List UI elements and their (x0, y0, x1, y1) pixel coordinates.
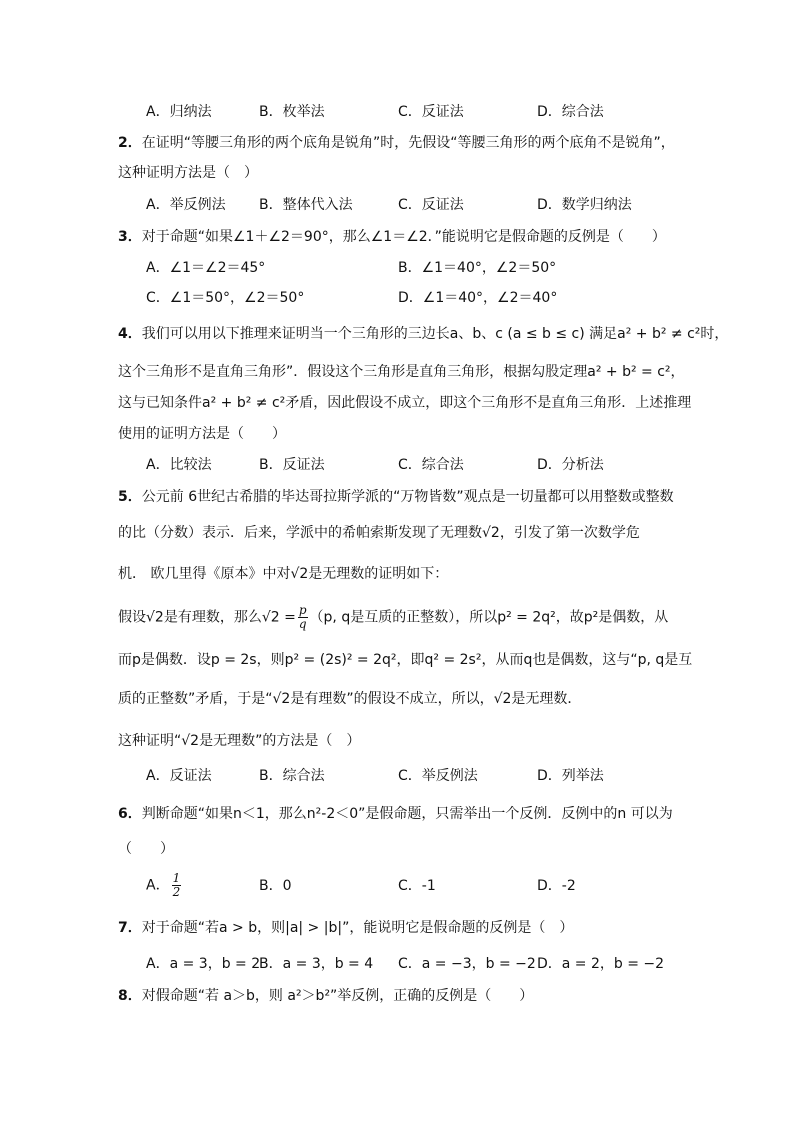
q2-number: 2． (118, 135, 142, 151)
q2-option-b: B．整体代入法 (259, 197, 353, 213)
q5-stem-line5: 而p是偶数．设p = 2s，则p² = (2s)² = 2q²，即q² = 2s²，从而q也是偶数，这与“p, q是互 (118, 652, 693, 668)
q7-option-a: A．a = 3，b = 2 (146, 956, 261, 972)
q4-option-b: B．反证法 (259, 457, 325, 473)
q1-option-d: D．综合法 (537, 104, 604, 120)
q7-number: 7． (118, 920, 142, 936)
q6-option-a: A． $\frac{1}{2}$ (146, 871, 181, 899)
q4-option-a: A．比较法 (146, 457, 212, 473)
q1-option-c: C．反证法 (398, 104, 464, 120)
q1-option-a: A．归纳法 (146, 104, 212, 120)
q6-stem-line1: 6．判断命题“如果n＜1，那么n²-2＜0”是假命题，只需举出一个反例．反例中的n 可以为 (118, 806, 673, 822)
q2-option-d: D．数学归纳法 (537, 197, 632, 213)
q5-stem-line1: 5．公元前 6世纪古希腊的毕达哥拉斯学派的“万物皆数”观点是一切量都可以用整数或整数 (118, 489, 674, 505)
q6-option-b: B．0 (259, 878, 292, 894)
q6-stem-line2: （ ） (118, 841, 174, 857)
q3-stem: 3．对于命题“如果∠1＋∠2＝90°，那么∠1＝∠2．”能说明它是假命题的反例是（ ） (118, 229, 666, 245)
q5-stem-line7: 这种证明“√2是无理数”的方法是（ ） (118, 733, 361, 749)
q7-option-b: B．a = 3，b = 4 (259, 956, 374, 972)
q3-option-a: A．∠1＝∠2＝45° (146, 260, 266, 276)
q1-option-b: B．枚举法 (259, 104, 325, 120)
q5-stem-line4: 假设√2是有理数，那么√2 = $\frac{p}{q}$ （p, q是互质的正整数），所以p² = 2q²，故p²是偶数，从 (118, 603, 669, 631)
q2-stem-line2: 这种证明方法是（ ） (118, 165, 258, 181)
q2-stem-line1: 2．在证明“等腰三角形的两个底角是锐角”时，先假设“等腰三角形的两个底角不是锐角”， (118, 135, 675, 151)
q4-number: 4． (118, 326, 142, 342)
q7-option-c: C．a = −3，b = −2 (398, 956, 536, 972)
q7-option-d: D．a = 2，b = −2 (537, 956, 665, 972)
q4-stem-line3: 这与已知条件a² + b² ≠ c²矛盾，因此假设不成立，即这个三角形不是直角三角形．上述推理 (118, 395, 692, 411)
q3-number: 3． (118, 229, 142, 245)
q6-option-d: D．-2 (537, 878, 576, 894)
q2-option-a: A．举反例法 (146, 197, 226, 213)
q3-option-c: C．∠1＝50°，∠2＝50° (146, 290, 305, 306)
q5-option-c: C．举反例法 (398, 768, 478, 784)
q3-option-d: D．∠1＝40°，∠2＝40° (398, 290, 558, 306)
p-over-q-fraction: $\frac{p}{q}$ (298, 603, 307, 631)
q4-stem-line4: 使用的证明方法是（ ） (118, 426, 286, 442)
q4-stem-line2: 这个三角形不是直角三角形”．假设这个三角形是直角三角形，根据勾股定理a² + b² = c²， (118, 364, 685, 380)
q5-option-a: A．反证法 (146, 768, 212, 784)
q7-stem: 7．对于命题“若a > b，则|a| > |b|”，能说明它是假命题的反例是（ ） (118, 920, 574, 936)
q8-stem: 8．对假命题“若 a＞b，则 a²＞b²”举反例，正确的反例是（ ） (118, 988, 534, 1004)
q5-stem-line6: 质的正整数”矛盾，于是“√2是有理数”的假设不成立，所以，√2是无理数． (118, 691, 582, 707)
q5-option-d: D．列举法 (537, 768, 604, 784)
q6-number: 6． (118, 806, 142, 822)
q5-number: 5． (118, 489, 142, 505)
q5-stem-line3: 机． 欧几里得《原本》中对√2是无理数的证明如下： (118, 566, 449, 582)
q8-number: 8． (118, 988, 142, 1004)
q2-option-c: C．反证法 (398, 197, 464, 213)
q5-stem-line2: 的比（分数）表示．后来，学派中的希帕索斯发现了无理数√2，引发了第一次数学危 (118, 525, 640, 541)
q6-option-c: C．-1 (398, 878, 436, 894)
q4-stem-line1: 4．我们可以用以下推理来证明当一个三角形的三边长a、b、c (a ≤ b ≤ c) 满足a² + b² ≠ c²时， (118, 326, 729, 342)
q4-option-c: C．综合法 (398, 457, 464, 473)
one-half-fraction: $\frac{1}{2}$ (172, 871, 181, 899)
q3-option-b: B．∠1＝40°，∠2＝50° (398, 260, 557, 276)
q4-option-d: D．分析法 (537, 457, 604, 473)
q5-option-b: B．综合法 (259, 768, 325, 784)
